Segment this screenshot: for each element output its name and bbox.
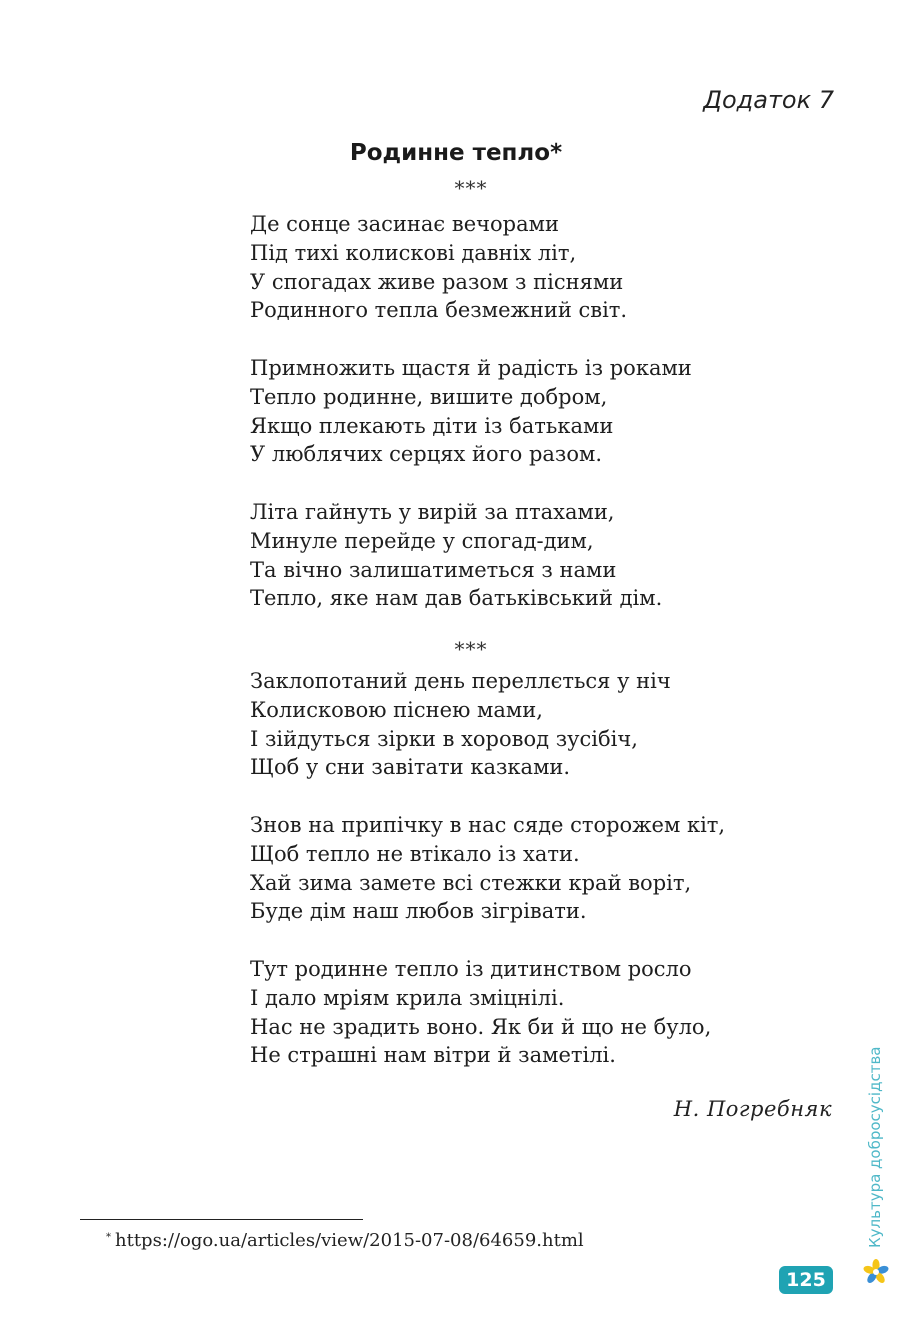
footnote (106, 1230, 584, 1251)
footnote-link[interactable]: https://ogo.ua/articles/view/2015-07-08/64659.html (115, 1230, 584, 1251)
stanza (250, 210, 692, 325)
appendix-label: Додаток 7 (703, 86, 834, 114)
section-side-title: Культура добросусідства (866, 1046, 884, 1248)
poem-line: У спогадах живе разом з піснями (250, 269, 624, 294)
poem-line: І дало мріям крила зміцнілі. (250, 985, 565, 1010)
stanza (250, 811, 725, 926)
poem-line: Колисковою піснею мами, (250, 697, 543, 722)
poem-title: Родинне тепло* (349, 140, 563, 166)
section-separator-1: *** (454, 176, 488, 200)
footnote-divider (80, 1219, 363, 1220)
page-number-badge: 125 (779, 1266, 833, 1294)
poem-line: У люблячих серцях його разом. (250, 442, 603, 467)
poem-line: Тут родинне тепло із дитинством росло (250, 956, 692, 981)
poem-line: Літа гайнуть у вирій за птахами, (250, 499, 615, 524)
poem-line: І зійдуться зірки в хоровод зусібіч, (250, 726, 638, 751)
poem-line: Минуле перейде у спогад-дим, (250, 528, 594, 553)
poem-line: Щоб тепло не втікало із хати. (250, 841, 580, 866)
poem-author: Н. Погребняк (673, 1097, 832, 1121)
poem-line: Буде дім наш любов зігрівати. (250, 899, 587, 924)
poem-line: Тепло родинне, вишите добром, (250, 384, 608, 409)
footnote-mark: * (106, 1232, 111, 1243)
poem-part-2 (250, 667, 725, 1070)
poem-line: Родинного тепла безмежний світ. (250, 298, 628, 323)
poem-line: Під тихі колискові давніх літ, (250, 240, 577, 265)
stanza (250, 667, 725, 782)
poem-line: Нас не зрадить воно. Як би й що не було, (250, 1014, 712, 1039)
poem-line: Примножить щастя й радість із роками (250, 355, 692, 380)
poem-line: Знов на припічку в нас сяде сторожем кіт, (250, 812, 726, 837)
poem-line: Тепло, яке нам дав батьківський дім. (250, 586, 663, 611)
poem-line: Заклопотаний день переллється у ніч (250, 669, 671, 693)
stanza (250, 498, 692, 613)
poem-line: Якщо плекають діти із батьками (250, 413, 614, 438)
poem-line: Де сонце засинає вечорами (250, 212, 559, 236)
section-separator-2: *** (454, 637, 488, 661)
stanza (250, 354, 692, 469)
poem-part-1 (250, 210, 692, 613)
flower-logo-icon (862, 1258, 890, 1286)
poem-line: Хай зима замете всі стежки край воріт, (250, 870, 692, 895)
poem-line: Та вічно залишатиметься з нами (250, 557, 617, 582)
stanza (250, 955, 725, 1070)
poem-line: Не страшні нам вітри й заметілі. (250, 1043, 616, 1068)
poem-line: Щоб у сни завітати казками. (250, 755, 571, 780)
